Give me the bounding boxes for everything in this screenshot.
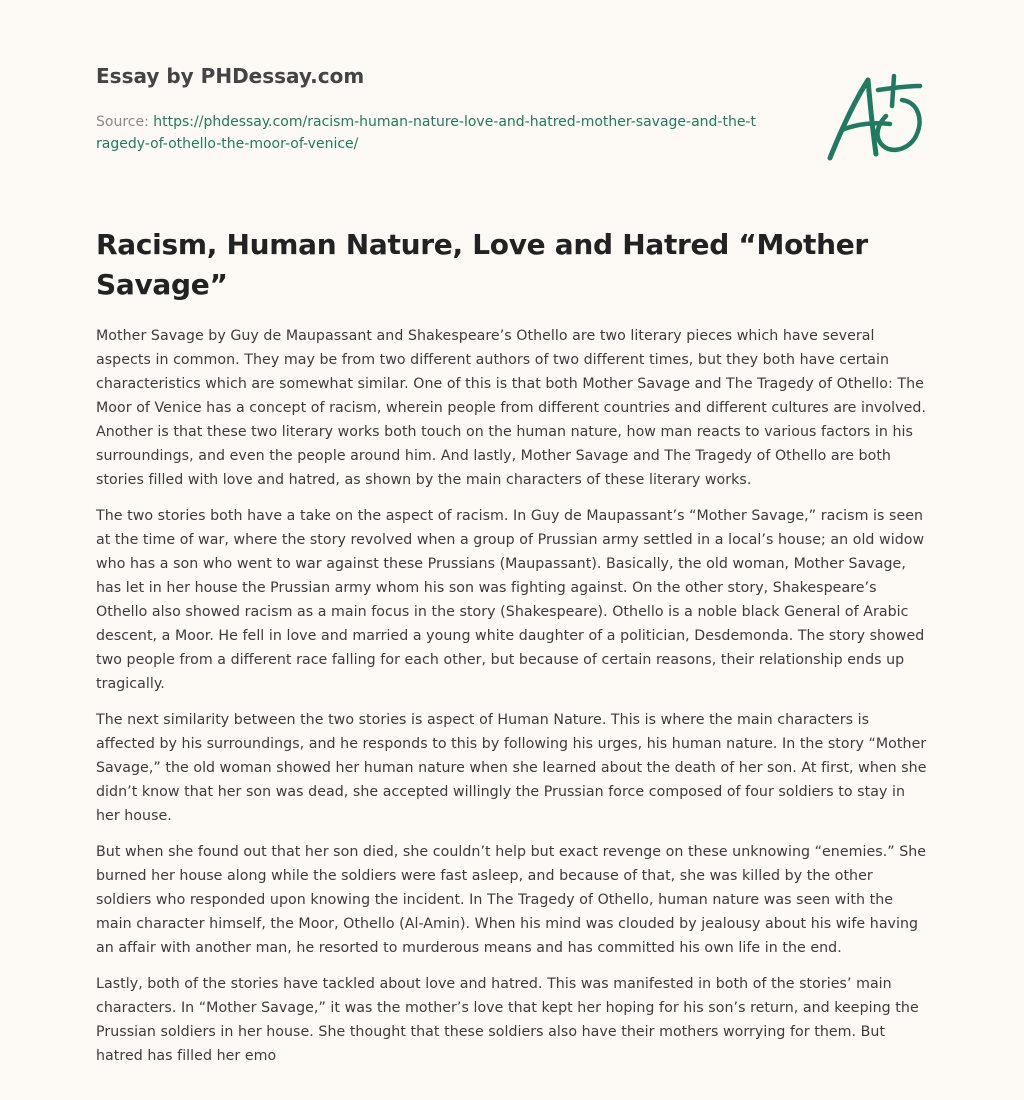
essay-title: Racism, Human Nature, Love and Hatred “Mother Savage” <box>96 228 868 301</box>
essay-paragraph: Mother Savage by Guy de Maupassant and Shakespeare’s Othello are two literary pieces which have several aspects in common. They may be from two different authors of two different times, but they both have certain characteristics which are somewhat similar. One of this is that both Mother Savage and The Tragedy of Othello: The Moor of Venice has a concept of racism, wherein people from different countries and different cultures are involved. Another is that these two literary works both touch on the human nature, how man reacts to various factors in his surroundings, and even the people around him. And lastly, Mother Savage and The Tragedy of Othello are both stories filled with love and hatred, as shown by the main characters of these literary works. <box>96 328 927 488</box>
essay-body <box>96 324 930 1080</box>
essay-paragraph: The two stories both have a take on the aspect of racism. In Guy de Maupassant’s “Mother Savage,” racism is seen at the time of war, where the story revolved when a group of Prussian army settled in a local’s house; an old widow who has a son who went to war against these Prussians (Maupassant). Basically, the old woman, Mother Savage, has let in her house the Prussian army whom his son was fighting against. On the other story, Shakespeare’s Othello also showed racism as a main focus in the story (Shakespeare). Othello is a noble black General of Arabic descent, a Moor. He fell in love and married a young white daughter of a politician, Desdemonda. The story showed two people from a different race falling for each other, but because of certain reasons, their relationship ends up tragically. <box>96 508 925 692</box>
source-link[interactable]: https://phdessay.com/racism-human-nature-love-and-hatred-mother-savage-and-the-tragedy-of-othello-the-moor-of-venice/ <box>96 114 756 152</box>
source-line <box>96 111 756 155</box>
essay-paragraph: The next similarity between the two stories is aspect of Human Nature. This is where the main characters is affected by his surroundings, and he responds to this by following his urges, his human nature. In the story “Mother Savage,” the old woman showed her human nature when she learned about the death of her son. At first, when she didn’t know that her son was dead, she accepted willingly the Prussian force composed of four soldiers to stay in her house. <box>96 712 927 824</box>
a-plus-grade-icon <box>820 66 930 164</box>
essay-paragraph: Lastly, both of the stories have tackled about love and hatred. This was manifested in both of the stories’ main characters. In “Mother Savage,” it was the mother’s love that kept her hoping for his son’s return, and keeping the Prussian soldiers in her house. She thought that these soldiers also have their mothers worrying for them. But hatred has filled her emo <box>96 976 919 1064</box>
essay-paragraph: But when she found out that her son died, she couldn’t help but exact revenge on these unknowing “enemies.” She burned her house along while the soldiers were fast asleep, and because of that, she was killed by the other soldiers who responded upon knowing the incident. In The Tragedy of Othello, human nature was seen with the main character himself, the Moor, Othello (Al-Amin). When his mind was clouded by jealousy about his wife having an affair with another man, he resorted to murderous means and has committed his own life in the end. <box>96 844 927 956</box>
source-label: Source: <box>96 114 154 130</box>
site-title: Essay by PHDessay.com <box>96 64 365 88</box>
